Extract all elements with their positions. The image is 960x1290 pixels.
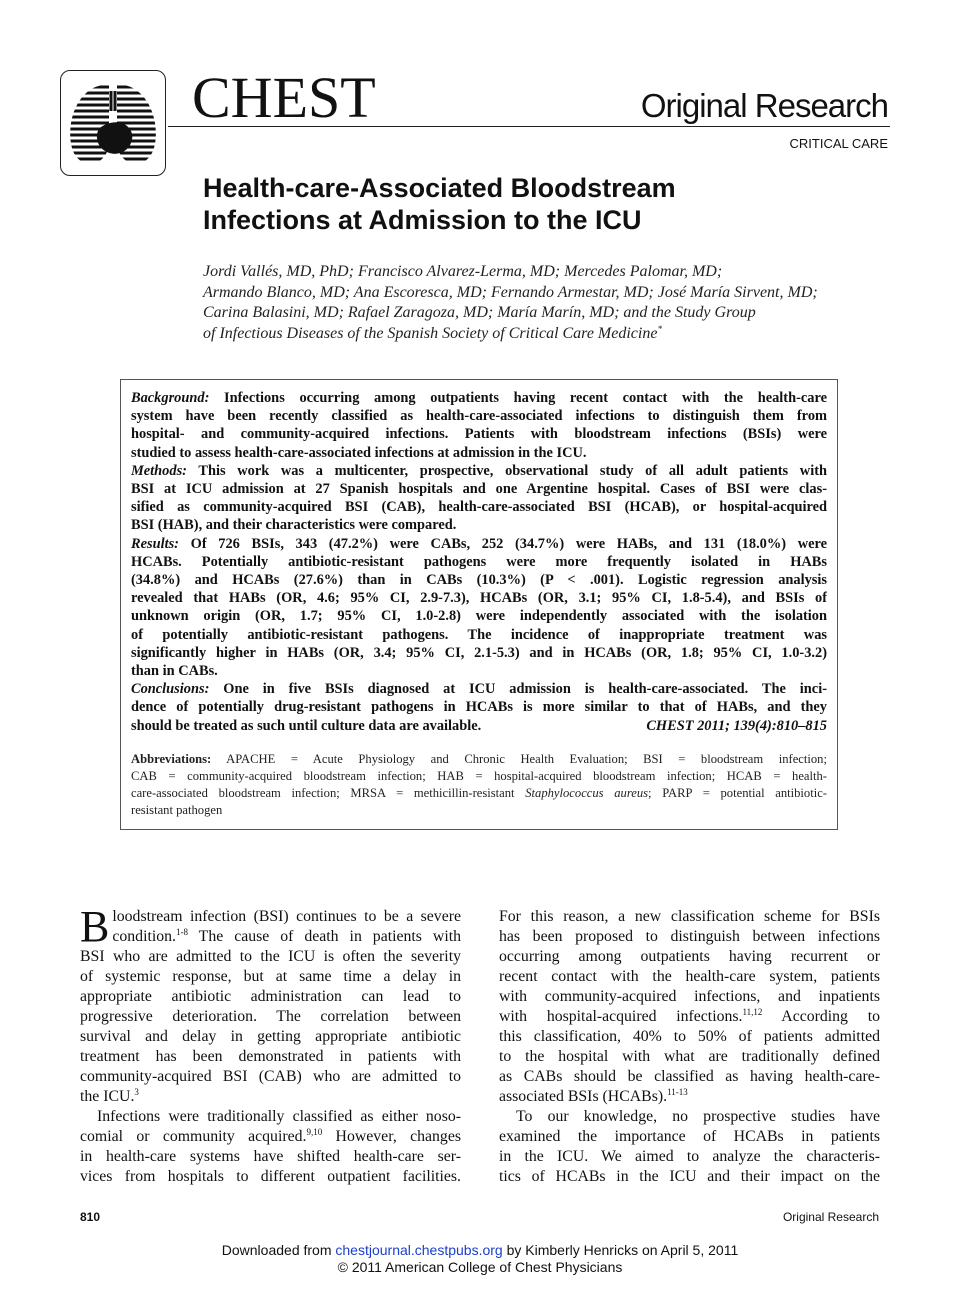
abbreviation-line: resistant pathogen <box>131 802 223 817</box>
abstract-line: system have been recently classified as health-care-associated infections to distinguish them from <box>131 408 827 425</box>
body-line: For this reason, a new classification scheme for BSIs <box>499 908 880 925</box>
body-line: vices from hospitals to different outpatient facilities. <box>80 1168 461 1185</box>
article-title <box>203 172 843 236</box>
abbreviation-line <box>131 751 827 768</box>
body-line: Infections were traditionally classified as either noso- <box>97 1108 461 1125</box>
body-column-right <box>499 907 880 1187</box>
abstract-text: should be treated as such until culture data are available. <box>131 717 482 734</box>
journal-name: CHEST <box>192 65 376 130</box>
reference[interactable]: 3 <box>134 1087 139 1097</box>
body-line <box>499 1007 880 1027</box>
abstract-line: of potentially antibiotic-resistant pathogens. The incidence of inappropriate treatment was <box>131 626 827 643</box>
body-line: survival and delay in getting appropriate antibiotic <box>80 1028 461 1045</box>
reference[interactable]: 9,10 <box>306 1127 323 1137</box>
body-line: of systemic response, but at same time a delay in <box>80 968 461 985</box>
reference[interactable]: 1-8 <box>175 927 188 937</box>
body-line: recent contact with the health-care system, patients <box>499 968 880 985</box>
abstract-line <box>131 389 827 407</box>
body-line: to the hospital with what are traditionally defined <box>499 1048 880 1065</box>
lungs-icon <box>61 71 165 175</box>
body-line: in the ICU. We aimed to analyze the characteris- <box>499 1148 880 1165</box>
author-footnote-marker: * <box>657 323 662 334</box>
abstract-text: Of 726 BSIs, 343 (47.2%) were CABs, 252 (34.7%) were HABs, and 131 (18.0%) were <box>190 535 827 552</box>
body-column-left <box>80 902 461 1187</box>
abstract-line: revealed that HABs (OR, 4.6; 95% CI, 2.9-7.3), HCABs (OR, 3.1; 95% CI, 1.8-5.4), and BSIs of <box>131 590 827 607</box>
body-text: with hospital-acquired infections. <box>499 1008 743 1025</box>
body-text: the ICU. <box>80 1088 135 1105</box>
body-text: condition. <box>112 928 176 945</box>
body-line: with community-acquired infections, and inpatients <box>499 988 880 1005</box>
body-line: examined the importance of HCABs in patients <box>499 1128 880 1145</box>
body-line: appropriate antibiotic administration can lead to <box>80 988 461 1005</box>
abstract-line: HCABs. Potentially antibiotic-resistant pathogens were more frequently isolated in HABs <box>131 553 827 570</box>
body-text: associated BSIs (HCABs). <box>499 1088 668 1105</box>
abbreviations <box>131 751 827 819</box>
download-notice <box>0 1242 960 1259</box>
citation: CHEST 2011; 139(4):810–815 <box>646 717 827 734</box>
body-line: in health-care systems have shifted health-care ser- <box>80 1148 461 1165</box>
author-line: Armando Blanco, MD; Ana Escoresca, MD; Fernando Armestar, MD; José María Sirvent, MD; <box>203 283 818 301</box>
body-line: has been proposed to distinguish between infections <box>499 928 880 945</box>
body-text: According to <box>762 1008 880 1025</box>
reference[interactable]: 11-13 <box>667 1087 688 1097</box>
abstract-line: BSI (HAB), and their characteristics were compared. <box>131 517 457 534</box>
download-text: Downloaded from <box>221 1242 336 1258</box>
abbreviation-text: ; PARP = potential antibiotic- <box>648 785 827 800</box>
body-line <box>80 927 461 947</box>
results-heading: Results: <box>131 535 179 552</box>
abstract-text: Infections occurring among outpatients having recent contact with the health-care <box>224 390 827 406</box>
abbreviation-line: CAB = community-acquired bloodstream infection; HAB = hospital-acquired bloodstream infection; HCAB = health- <box>131 768 827 783</box>
header-rule <box>168 126 890 127</box>
title-line: Infections at Admission to the ICU <box>203 205 642 235</box>
abstract-text: One in five BSIs diagnosed at ICU admission is health-care-associated. The inci- <box>223 681 827 698</box>
abstract-line: (34.8%) and HCABs (27.6%) than in CABs (10.3%) (P < .001). Logistic regression analysis <box>131 572 827 589</box>
author-line: Jordi Vallés, MD, PhD; Francisco Alvarez-Lerma, MD; Mercedes Palomar, MD; <box>203 263 723 280</box>
conclusions-heading: Conclusions: <box>131 681 210 698</box>
author-line: Carina Balasini, MD; Rafael Zaragoza, MD; María Marín, MD; and the Study Group <box>203 304 756 321</box>
body-line: To our knowledge, no prospective studies have <box>516 1108 880 1125</box>
copyright-notice: © 2011 American College of Chest Physicians <box>337 1259 623 1275</box>
body-line <box>80 1087 461 1107</box>
abstract-line <box>131 680 827 698</box>
abbreviation-text: APACHE = Acute Physiology and Chronic Health Evaluation; BSI = bloodstream infection; <box>226 751 827 766</box>
running-footer: Original Research <box>782 1210 879 1224</box>
abstract-line: significantly higher in HABs (OR, 3.4; 95% CI, 2.1-5.3) and in HCABs (OR, 1.8; 95% CI, 1.0-3.2) <box>131 644 827 661</box>
abstract-box <box>120 379 838 830</box>
abstract-line: dence of potentially drug-resistant pathogens in HCABs is more similar to that of HABs, and they <box>131 699 827 716</box>
article-type: Original Research <box>640 87 888 124</box>
author-line-text: of Infectious Diseases of the Spanish Society of Critical Care Medicine <box>203 324 658 342</box>
body-line: community-acquired BSI (CAB) who are admitted to <box>80 1068 461 1085</box>
journal-link[interactable]: chestjournal.chestpubs.org <box>335 1242 503 1258</box>
body-line: tics of HCABs in the ICU and their impact on the <box>499 1168 880 1185</box>
abbreviations-heading: Abbreviations: <box>131 751 212 766</box>
body-line: as CABs should be classified as having health-care- <box>499 1068 880 1085</box>
body-line <box>80 1127 461 1147</box>
author-line <box>203 324 863 345</box>
author-list <box>203 262 863 344</box>
body-text: The cause of death in patients with <box>187 928 461 945</box>
body-line: treatment has been demonstrated in patients with <box>80 1048 461 1065</box>
title-line: Health-care-Associated Bloodstream <box>203 173 676 203</box>
abstract-line <box>131 717 827 735</box>
body-line: loodstream infection (BSI) continues to be a severe <box>112 908 461 925</box>
body-line: this classification, 40% to 50% of patients admitted <box>499 1028 880 1045</box>
section-label: CRITICAL CARE <box>789 136 888 151</box>
abstract-line <box>131 535 827 553</box>
body-line: BSI who are admitted to the ICU is often the severity <box>80 948 461 965</box>
body-line: occurring among outpatients having recurrent or <box>499 948 880 965</box>
body-line: progressive deterioration. The correlation between <box>80 1008 461 1025</box>
journal-logo-lungs-icon <box>60 70 166 176</box>
abstract-text: This work was a multicenter, prospective, observational study of all adult patients with <box>198 462 827 479</box>
body-line <box>499 1087 880 1107</box>
species-name: Staphylococcus aureus <box>525 785 649 800</box>
page-number: 810 <box>80 1210 101 1224</box>
drop-cap: B <box>80 902 110 951</box>
background-heading: Background: <box>131 390 210 406</box>
abstract-line: studied to assess health-care-associated infections at admission in the ICU. <box>131 444 587 461</box>
abstract-line: sified as community-acquired BSI (CAB), health-care-associated BSI (HCAB), or hospital-acquired <box>131 499 827 516</box>
abstract-line: hospital- and community-acquired infections. Patients with bloodstream infections (BSIs) were <box>131 426 827 443</box>
reference[interactable]: 11,12 <box>742 1007 763 1017</box>
abbreviation-text: care-associated bloodstream infection; MRSA = methicillin-resistant <box>131 785 515 800</box>
methods-heading: Methods: <box>131 462 187 479</box>
abbreviation-line <box>131 785 827 802</box>
body-text: comial or community acquired. <box>80 1128 307 1145</box>
abstract-line: than in CABs. <box>131 663 218 680</box>
download-text: by Kimberly Henricks on April 5, 2011 <box>502 1242 739 1258</box>
abstract-line: BSI at ICU admission at 27 Spanish hospitals and one Argentine hospital. Cases of BSI were clas- <box>131 481 827 498</box>
abstract-line: unknown origin (OR, 1.7; 95% CI, 1.0-2.8) were independently associated with the isolation <box>131 608 827 625</box>
body-text: However, changes <box>322 1128 461 1145</box>
abstract-line <box>131 462 827 480</box>
